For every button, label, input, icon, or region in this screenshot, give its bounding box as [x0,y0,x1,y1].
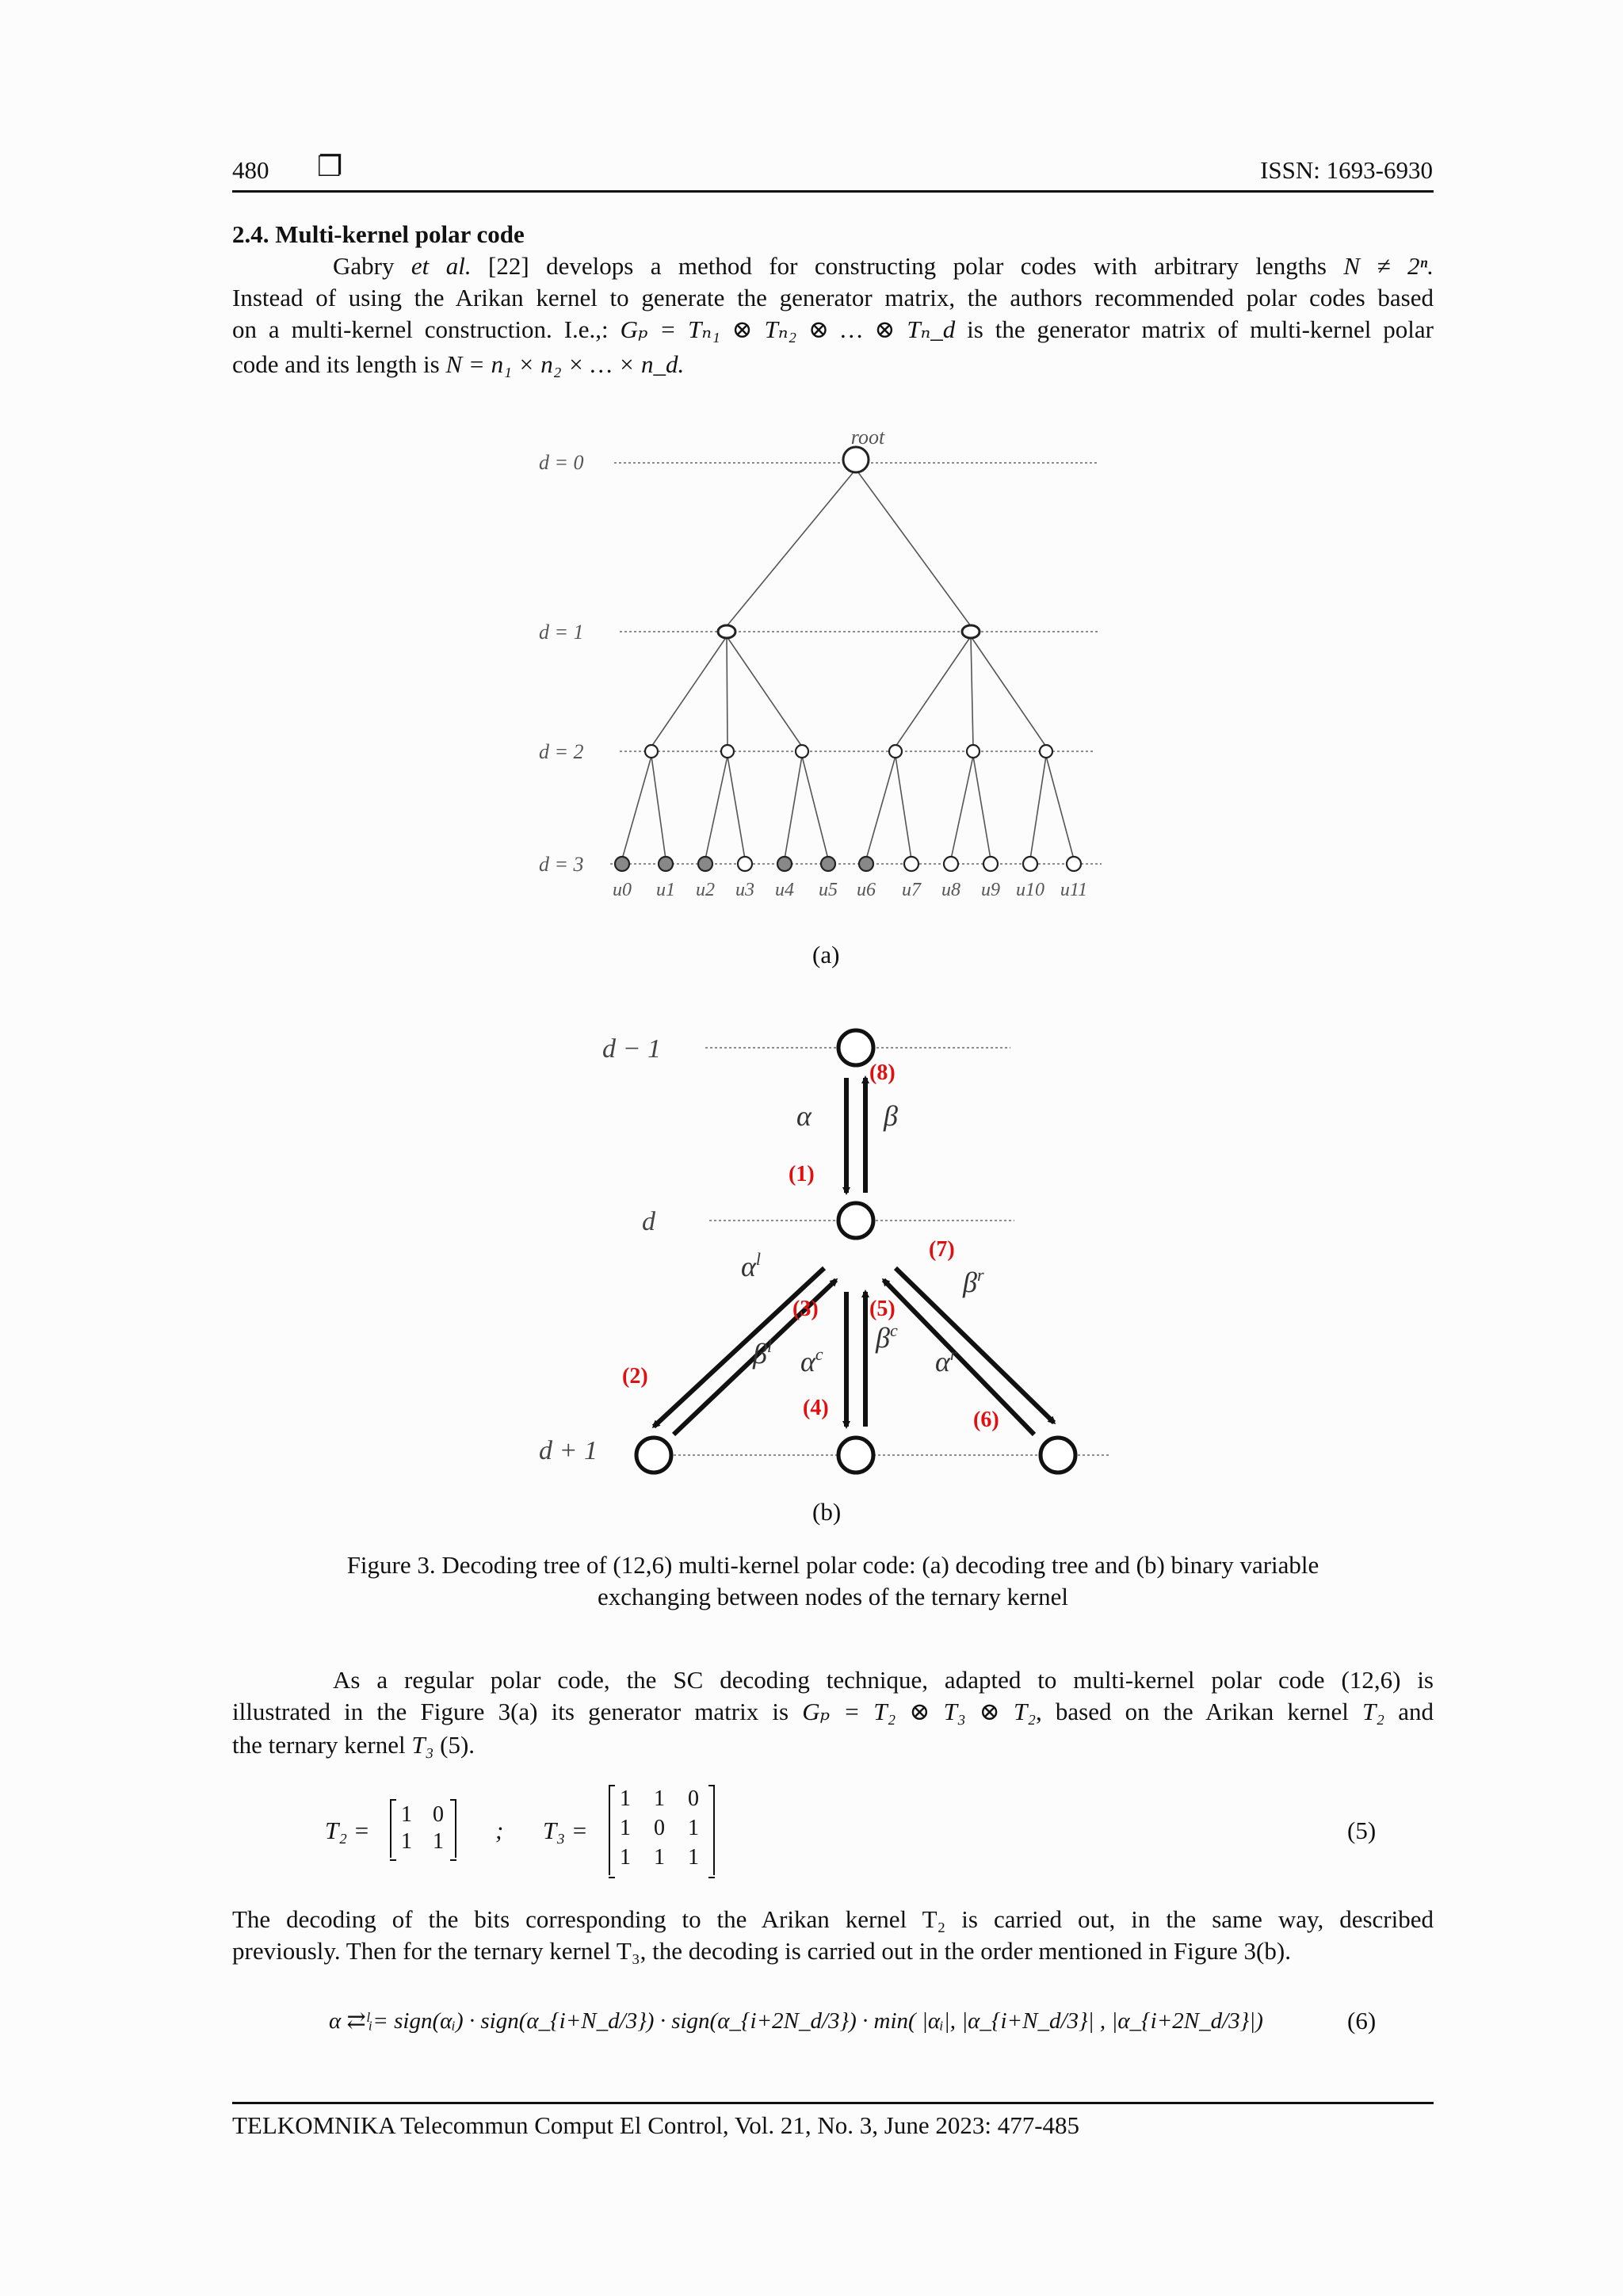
label-alpha-l: $\alpha^l$ [741,1249,762,1282]
leaf-label: u10 [1016,880,1044,900]
node-d1-right [962,625,980,638]
equation-6: α ⇄ˡᵢ= sign(αᵢ) · sign(α_{i+N_d/3}) · sign(α_{i+2N_d/3}) · min( |αᵢ|, |α_{i+N_d/3}| , |α_{i+2N_d/3}|) [329,2008,1263,2034]
step-label-7: (7) [929,1237,955,1262]
step-label-2: (2) [622,1364,648,1389]
leaf-node-frozen [659,857,673,871]
leaf-label: u1 [656,880,675,900]
para1-line3: on a multi-kernel construction. I.e.,: Gₚ = Tₙ₁ ⊗ Tₙ₂ ⊗ … ⊗ Tₙ_d is the generator matrix of multi-kernel polar [232,315,1434,343]
separator: ; [495,1817,504,1844]
level-label-upper: d − 1 [602,1034,661,1064]
level-label-lower-html: d + 1 [539,1436,598,1465]
parent-node [838,1030,873,1065]
step-label-8: (8) [869,1060,896,1085]
root-node [843,447,869,472]
t3-label: T₃ = [543,1817,588,1844]
t3-matrix: 1 1 0 1 0 1 1 1 1 [609,1785,715,1875]
leaf-node-frozen [698,857,712,871]
figure-b-ternary-exchange [586,1007,1125,1482]
root-label: root [850,426,885,449]
equation-6-number: (6) [1347,2007,1377,2034]
leaf-label: u11 [1060,880,1088,900]
label-alpha: α [796,1100,812,1132]
depth-label-3: d = 3 [539,853,584,876]
arrow-alpha-l [654,1268,824,1427]
para2-line3: the ternary kernel T₃ (5). [232,1731,475,1759]
step-label-3: (3) [792,1297,819,1321]
label-beta-c: $\beta^c$ [876,1320,898,1354]
leaf-node-frozen [821,857,835,871]
footer-journal: TELKOMNIKA Telecommun Comput El Control, Vol. 21, No. 3, June 2023: 477-485 [232,2111,1080,2139]
figure-a-decoding-tree [523,420,1125,911]
current-node [838,1203,873,1238]
section-heading: 2.4. Multi-kernel polar code [232,220,525,248]
para2-line1: As a regular polar code, the SC decoding technique, adapted to multi-kernel polar code (12,6) is [333,1666,1434,1694]
t2-matrix: 1 0 1 1 [390,1799,456,1858]
leaf-node-info [1067,857,1081,871]
leaf-label: u3 [735,880,754,900]
leaf-label: u7 [902,880,921,900]
level-label-mid: d [642,1207,655,1236]
equation-5 [325,1785,1434,1880]
header-rule [232,190,1434,193]
label-beta-l: $\beta^l$ [753,1336,773,1370]
leaf-label: u5 [819,880,838,900]
para1-line1: Gabry et al. [22] develops a method for constructing polar codes with arbitrary lengths N ≠ 2ⁿ. [333,252,1434,280]
arrow-beta-r [884,1280,1034,1435]
leaf-label: u4 [775,880,794,900]
child-node-left [636,1438,671,1473]
t2-label: T₂ = [325,1817,370,1844]
node-d2 [645,745,658,758]
node-d2 [967,745,980,758]
figure-caption-line2: exchanging between nodes of the ternary kernel [598,1583,1068,1610]
para3-line2: previously. Then for the ternary kernel T₃, the decoding is carried out in the order mentioned in Figure 3(b). [232,1937,1291,1965]
node-d1-left [718,625,735,638]
label-alpha-c: $\alpha^c$ [800,1344,823,1377]
page-number: 480 [232,156,269,184]
child-node-right [1041,1438,1075,1473]
leaf-label: u9 [981,880,1000,900]
equation-5-number: (5) [1347,1817,1377,1844]
node-d2 [889,745,902,758]
footer-rule [232,2102,1434,2104]
leaf-node-frozen [859,857,873,871]
leaf-label: u2 [696,880,715,900]
box-icon: ❐ [317,151,343,183]
step-label-6: (6) [973,1408,999,1432]
leaf-node-frozen [615,857,629,871]
leaf-node-info [904,857,918,871]
figure-a-caption: (a) [812,941,840,968]
leaf-label: u8 [941,880,960,900]
para1-line4: code and its length is N = n₁ × n₂ × … × n_d. [232,350,685,378]
depth-label-1: d = 1 [539,621,584,644]
depth-label-0: d = 0 [539,451,584,474]
label-alpha-r: $\alpha^r$ [935,1344,957,1377]
figure-b-caption: (b) [812,1498,842,1526]
leaf-node-info [738,857,752,871]
node-d2 [1040,745,1052,758]
leaf-node-info [983,857,998,871]
node-d2 [721,745,734,758]
figure-caption-line1: Figure 3. Decoding tree of (12,6) multi-kernel polar code: (a) decoding tree and (b) binary variable [346,1551,1319,1579]
step-label-4: (4) [803,1396,829,1420]
issn: ISSN: 1693-6930 [1260,156,1433,184]
label-beta-r: $\beta^r$ [963,1265,984,1298]
leaf-node-info [1023,857,1037,871]
leaf-label: u0 [613,880,632,900]
depth-label-2: d = 2 [539,740,584,763]
leaf-node-frozen [777,857,792,871]
step-label-1: (1) [789,1162,815,1186]
label-beta: β [884,1100,898,1132]
step-label-5: (5) [869,1297,896,1321]
node-d2 [796,745,808,758]
child-node-center [838,1438,873,1473]
leaf-label: u6 [857,880,876,900]
leaf-node-info [944,857,958,871]
para1-line2: Instead of using the Arikan kernel to generate the generator matrix, the authors recommended polar codes based [232,284,1434,311]
para3-line1: The decoding of the bits corresponding to the Arikan kernel T₂ is carried out, in the same way, described [232,1905,1434,1933]
para2-line2: illustrated in the Figure 3(a) its generator matrix is Gₚ = T₂ ⊗ T₃ ⊗ T₂, based on the Arikan kernel T₂ and [232,1698,1434,1725]
